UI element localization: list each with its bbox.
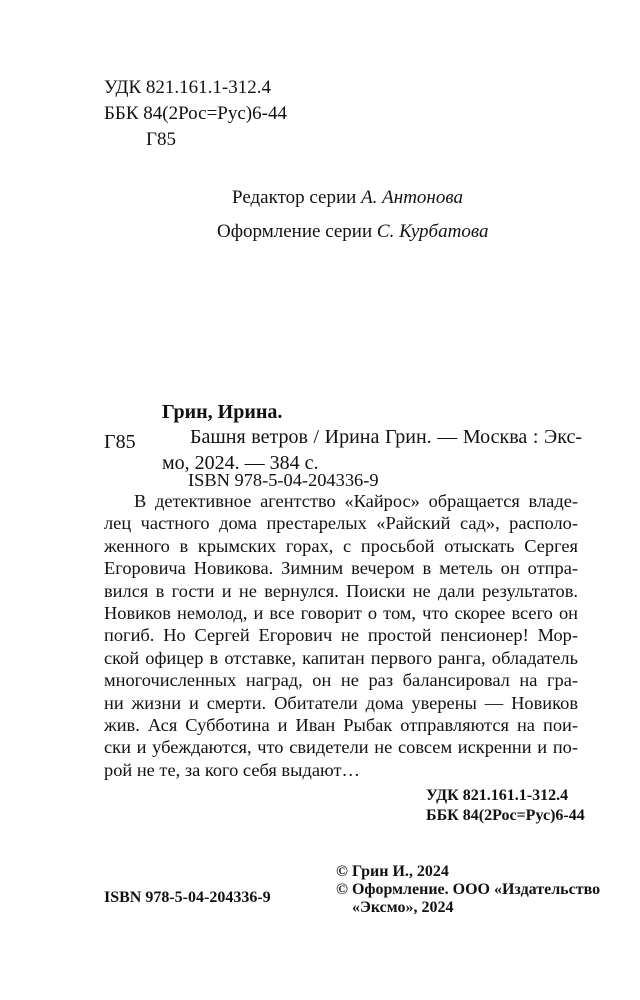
annotation-line: жив. Ася Субботина и Иван Рыбак отправляются на пои- xyxy=(104,715,578,736)
series-editor-name: А. Антонова xyxy=(361,187,463,208)
annotation-line: женного в крымских горах, с просьбой отыскать Сергея xyxy=(104,535,578,556)
annotation-line: ски и убеждаются, что свидетели не совсем искренни и по- xyxy=(104,737,578,758)
annotation-line: вился в гости и не вернулся. Поиски не дали результатов. xyxy=(104,580,578,601)
copyright-author: © Грин И., 2024 xyxy=(336,863,449,880)
series-editor-credit xyxy=(232,188,463,208)
copyright-design-line-1: © Оформление. ООО «Издательство xyxy=(336,881,601,898)
author-mark-bib: Г85 xyxy=(104,431,136,453)
series-design-credit xyxy=(217,222,488,242)
author-heading: Грин, Ирина. xyxy=(162,401,283,423)
author-mark-top: Г85 xyxy=(146,129,176,150)
series-editor-label: Редактор серии xyxy=(232,187,357,208)
description-line: Башня ветров / Ирина Грин. — Москва : Экс- xyxy=(190,426,582,448)
udk-top: УДК 821.161.1-312.4 xyxy=(104,77,271,98)
annotation xyxy=(104,490,578,781)
annotation-line: ской офицер в отставке, капитан первого ранга, обладатель xyxy=(104,647,578,668)
annotation-line: В детективное агентство «Кайрос» обращается владе- xyxy=(134,491,578,511)
annotation-line: лец частного дома престарелых «Райский сад», располо- xyxy=(104,513,578,534)
isbn-bib: ISBN 978-5-04-204336-9 xyxy=(188,470,379,490)
bibliographic-description xyxy=(162,424,582,476)
isbn-footer: ISBN 978-5-04-204336-9 xyxy=(104,889,271,906)
annotation-line: многочисленных наград, он не раз балансировал на гра- xyxy=(104,670,578,691)
series-design-label: Оформление серии xyxy=(217,221,373,242)
udk-bottom: УДК 821.161.1-312.4 xyxy=(426,787,569,804)
annotation-line: погиб. Но Сергей Егорович не простой пенсионер! Мор- xyxy=(104,625,578,646)
annotation-line: Новиков немолод, и все говорит о том, что скорее всего он xyxy=(104,603,578,624)
annotation-line: рой не те, за кого себя выдают… xyxy=(104,759,360,780)
annotation-line: ни жизни и смерти. Обитатели дома уверены — Новиков xyxy=(104,692,578,713)
copyright-design-line-2: «Эксмо», 2024 xyxy=(352,899,454,916)
description-line: мо, 2024. — 384 с. xyxy=(162,452,319,474)
series-design-name: С. Курбатова xyxy=(376,221,489,242)
annotation-line: Егоровича Новикова. Зимним вечером в метель он отпра- xyxy=(104,558,578,579)
bbk-top: ББК 84(2Рос=Рус)6-44 xyxy=(104,103,287,124)
bbk-bottom: ББК 84(2Рос=Рус)6-44 xyxy=(426,807,585,824)
